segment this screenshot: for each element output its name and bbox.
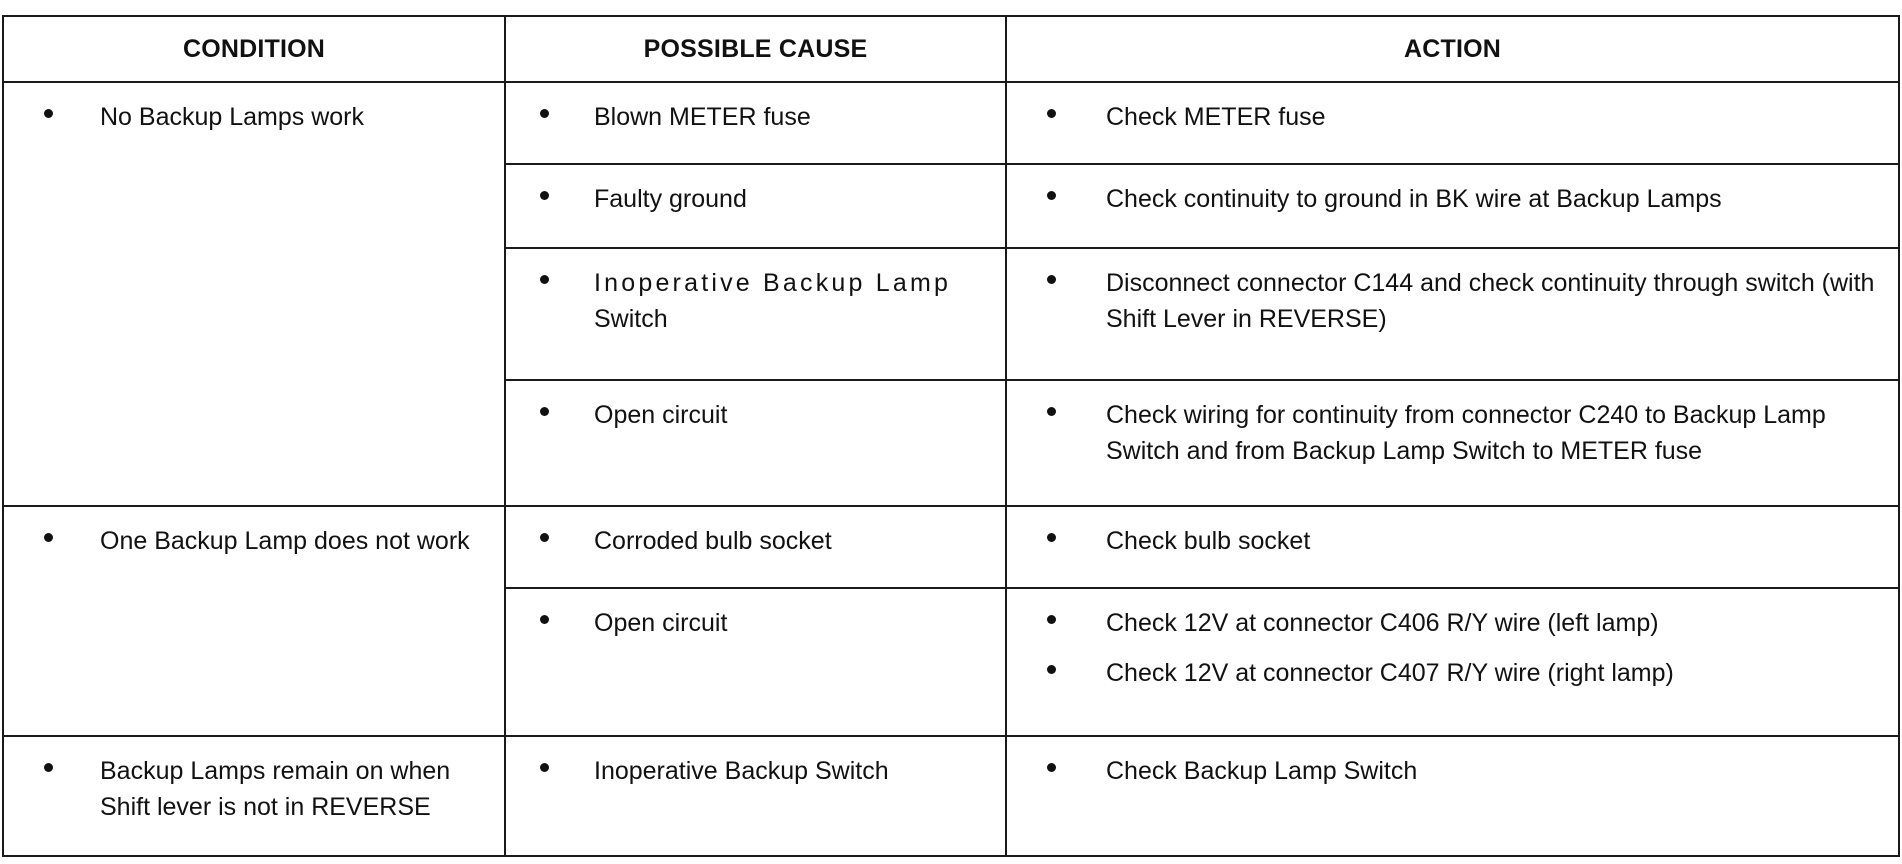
condition-text: One Backup Lamp does not work [100, 527, 470, 555]
cause-item [506, 165, 1005, 227]
condition-item [4, 507, 504, 569]
bullet-icon [1047, 533, 1056, 542]
action-text: Check Backup Lamp Switch [1106, 757, 1418, 785]
action-cell [1006, 506, 1899, 588]
bullet-icon [1047, 763, 1056, 772]
condition-item [4, 83, 504, 145]
action-cell [1006, 164, 1899, 248]
action-item [1007, 507, 1898, 569]
cause-text: Inoperative Backup Switch [594, 757, 889, 785]
table-row [3, 82, 1899, 164]
bullet-icon [1047, 407, 1056, 416]
bullet-icon [540, 407, 549, 416]
cause-text-line: Inoperative Backup Lamp [594, 269, 952, 297]
cause-text: Corroded bulb socket [594, 527, 832, 555]
action-text: Check continuity to ground in BK wire at Backup Lamps [1106, 185, 1722, 213]
cause-text: Open circuit [594, 609, 728, 637]
action-text: Check wiring for continuity from connector C240 to Backup Lamp Switch and from Backup Lamp Switch to METER fuse [1106, 401, 1826, 465]
cause-cell [505, 380, 1006, 506]
bullet-icon [44, 763, 53, 772]
condition-item [4, 737, 504, 835]
bullet-icon [1047, 665, 1056, 674]
action-text: Check 12V at connector C406 R/Y wire (left lamp) [1106, 609, 1659, 637]
cause-cell [505, 736, 1006, 856]
bullet-icon [1047, 109, 1056, 118]
bullet-icon [44, 533, 53, 542]
bullet-icon [1047, 615, 1056, 624]
bullet-icon [540, 533, 549, 542]
action-text: Check 12V at connector C407 R/Y wire (right lamp) [1106, 659, 1674, 687]
action-item [1007, 249, 1898, 347]
action-item [1007, 83, 1898, 145]
cause-cell [505, 82, 1006, 164]
table-row [3, 736, 1899, 856]
action-cell [1006, 380, 1899, 506]
troubleshooting-table [2, 15, 1900, 857]
cause-text-block [594, 265, 987, 337]
bullet-icon [540, 615, 549, 624]
cause-item [506, 381, 1005, 443]
condition-cell [3, 736, 505, 856]
condition-cell [3, 506, 505, 736]
bullet-icon [540, 191, 549, 200]
action-item [1007, 737, 1898, 799]
cause-text-line: Switch [594, 305, 668, 333]
action-text: Check bulb socket [1106, 527, 1311, 555]
bullet-icon [1047, 191, 1056, 200]
action-item [1007, 165, 1898, 227]
action-item [1007, 651, 1898, 701]
cause-item [506, 83, 1005, 145]
condition-header: CONDITION [3, 16, 505, 82]
condition-text: No Backup Lamps work [100, 103, 365, 131]
cause-text: Blown METER fuse [594, 103, 811, 131]
cause-cell [505, 506, 1006, 588]
action-cell [1006, 736, 1899, 856]
action-item [1007, 381, 1898, 479]
cause-text: Open circuit [594, 401, 728, 429]
action-cell [1006, 82, 1899, 164]
table-header-row [3, 16, 1899, 82]
cause-cell [505, 248, 1006, 380]
bullet-icon [44, 109, 53, 118]
table-row [3, 506, 1899, 588]
action-cell [1006, 248, 1899, 380]
cause-item [506, 249, 1005, 347]
possible-cause-header: POSSIBLE CAUSE [505, 16, 1006, 82]
cause-text: Faulty ground [594, 185, 747, 213]
cause-cell [505, 164, 1006, 248]
action-text: Disconnect connector C144 and check continuity through switch (with Shift Lever in REVERSE) [1106, 269, 1875, 333]
cause-item [506, 589, 1005, 651]
bullet-icon [1047, 275, 1056, 284]
condition-text: Backup Lamps remain on when Shift lever is not in REVERSE [100, 757, 451, 821]
action-header: ACTION [1006, 16, 1899, 82]
cause-item [506, 507, 1005, 569]
cause-item [506, 737, 1005, 799]
bullet-icon [540, 763, 549, 772]
bullet-icon [540, 109, 549, 118]
action-item [1007, 589, 1898, 651]
bullet-icon [540, 275, 549, 284]
action-text: Check METER fuse [1106, 103, 1326, 131]
cause-cell [505, 588, 1006, 736]
action-cell [1006, 588, 1899, 736]
condition-cell [3, 82, 505, 506]
